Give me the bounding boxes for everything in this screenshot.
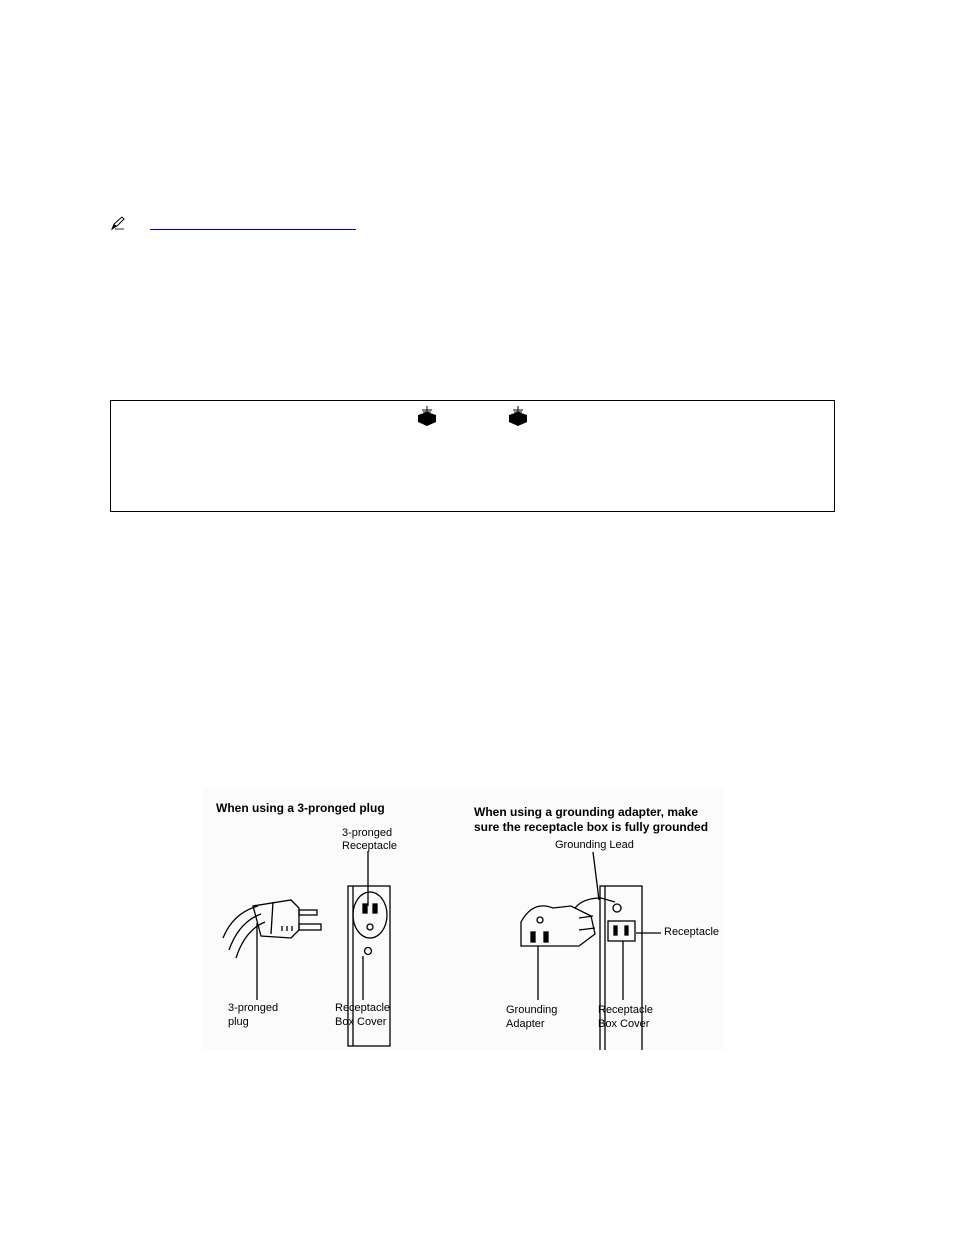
document-link[interactable]	[150, 213, 356, 230]
pencil-icon	[110, 215, 126, 231]
label-3pronged-receptacle-2: Receptacle	[342, 840, 398, 852]
label-box-cover-left-2: Box Cover	[335, 1016, 387, 1028]
left-heading: When using a 3-pronged plug	[216, 801, 385, 815]
label-3pronged-receptacle-1: 3-pronged	[342, 827, 393, 839]
label-grounding-lead: Grounding Lead	[555, 839, 634, 851]
notice-box	[110, 400, 835, 512]
right-heading-line1: When using a grounding adapter, make	[474, 805, 699, 819]
label-box-cover-right-2: Box Cover	[598, 1018, 650, 1030]
right-heading-line2: sure the receptacle box is fully grounded	[474, 820, 709, 834]
label-3pronged-plug-2: plug	[228, 1016, 249, 1028]
label-3pronged-plug-1: 3-pronged	[228, 1002, 279, 1014]
label-receptacle: Receptacle	[664, 926, 720, 938]
ground-symbol-icon	[416, 405, 438, 427]
label-grounding-adapter-1: Grounding	[506, 1004, 558, 1016]
grounding-figure	[203, 788, 724, 1050]
label-grounding-adapter-2: Adapter	[506, 1018, 545, 1030]
label-box-cover-right-1: Receptacle	[598, 1004, 654, 1016]
label-box-cover-left-1: Receptacle	[335, 1002, 391, 1014]
ground-symbol-icon	[507, 405, 529, 427]
